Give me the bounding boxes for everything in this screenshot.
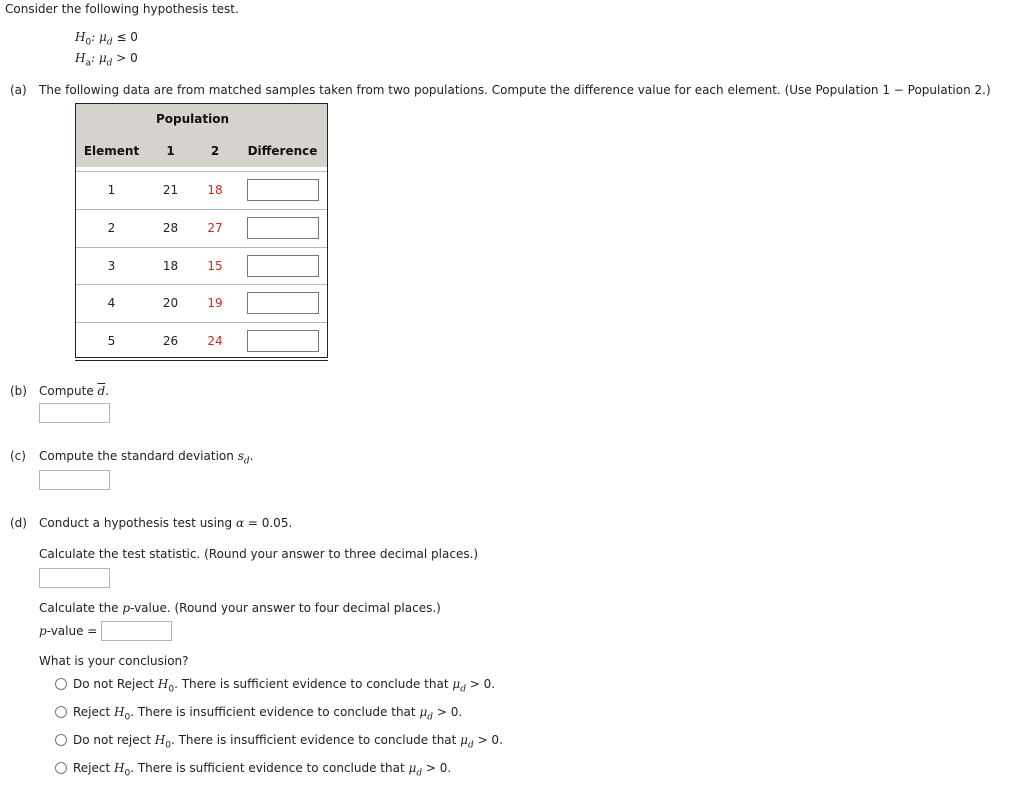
element-cell: 5 (75, 322, 148, 360)
table-row (75, 171, 328, 209)
table-row (75, 209, 328, 247)
option-label: Do not Reject $H_0$. There is sufficient evidence to conclude that $\mu_d > 0$. (73, 677, 496, 695)
pop2-header: 2 (210, 143, 220, 158)
radio-button[interactable] (55, 734, 67, 746)
difference-input[interactable] (247, 255, 319, 277)
pvalue-prompt: Calculate the p-value. (Round your answer to four decimal places.) (39, 601, 441, 615)
pop1-cell: 26 (148, 322, 193, 360)
part-c-text: Compute the standard deviation $s_d$. (39, 449, 254, 467)
pop2-cell: 24 (193, 322, 237, 360)
pop1-cell: 21 (148, 171, 193, 209)
element-cell: 3 (75, 247, 148, 284)
std-dev-input[interactable] (39, 470, 110, 490)
alternative-hypothesis: $H_a$: $\mu_d > 0$ (75, 51, 138, 69)
option-label: Reject $H_0$. There is insufficient evidence to conclude that $\mu_d > 0$. (73, 705, 463, 723)
part-a-text: The following data are from matched samples taken from two populations. Compute the difference value for each element. (Use Population 1 − Population 2.) (39, 83, 991, 97)
corner-cell (75, 103, 148, 134)
conclusion-option-3[interactable] (55, 733, 503, 751)
pop2-cell: 15 (193, 247, 237, 284)
difference-input[interactable] (247, 179, 319, 201)
conclusion-option-4[interactable] (55, 761, 452, 779)
difference-input[interactable] (247, 292, 319, 314)
element-cell: 2 (75, 209, 148, 247)
table-row (75, 284, 328, 322)
conclusion-prompt: What is your conclusion? (39, 654, 189, 668)
pop1-cell: 28 (148, 209, 193, 247)
conclusion-option-1[interactable] (55, 677, 496, 695)
part-b-label: (b) (10, 384, 27, 398)
element-cell: 1 (75, 171, 148, 209)
difference-input[interactable] (247, 330, 319, 352)
part-d-text: Conduct a hypothesis test using α = 0.05. (39, 516, 293, 530)
conclusion-option-2[interactable] (55, 705, 463, 723)
part-d-label: (d) (10, 516, 27, 530)
mean-difference-input[interactable] (39, 403, 110, 423)
pop1-cell: 20 (148, 284, 193, 322)
matched-samples-table (75, 103, 328, 361)
population-header: Population (155, 111, 230, 126)
table-row (75, 247, 328, 284)
test-statistic-prompt: Calculate the test statistic. (Round your answer to three decimal places.) (39, 547, 479, 561)
difference-header: Difference (247, 143, 318, 158)
header-spacer (237, 103, 328, 134)
pop1-header: 1 (166, 143, 175, 158)
option-label: Do not reject $H_0$. There is insufficient evidence to conclude that $\mu_d > 0$. (73, 733, 503, 751)
null-hypothesis: $H_0$: $\mu_d \le 0$ (75, 30, 138, 48)
radio-button[interactable] (55, 762, 67, 774)
pvalue-input[interactable] (101, 621, 172, 641)
part-b-text: Compute $\overline{d}$. (39, 384, 110, 398)
pop2-cell: 18 (193, 171, 237, 209)
difference-input[interactable] (247, 217, 319, 239)
pop2-cell: 27 (193, 209, 237, 247)
pvalue-label: p-value = (39, 624, 98, 638)
element-cell: 4 (75, 284, 148, 322)
option-label: Reject $H_0$. There is sufficient evidence to conclude that $\mu_d > 0$. (73, 761, 452, 779)
pop1-cell: 18 (148, 247, 193, 284)
element-header: Element (83, 143, 140, 158)
radio-button[interactable] (55, 706, 67, 718)
test-statistic-input[interactable] (39, 568, 110, 588)
pop2-cell: 19 (193, 284, 237, 322)
part-c-label: (c) (10, 449, 26, 463)
intro-text: Consider the following hypothesis test. (5, 2, 239, 16)
table-row (75, 322, 328, 360)
radio-button[interactable] (55, 678, 67, 690)
part-a-label: (a) (10, 83, 27, 97)
